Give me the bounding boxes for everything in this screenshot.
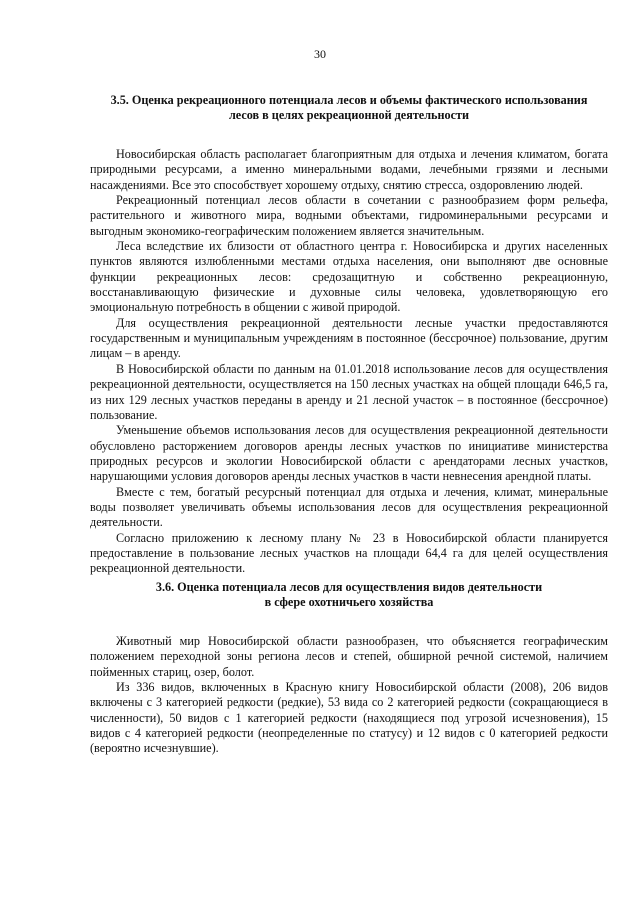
paragraph: Животный мир Новосибирской области разнообразен, что объясняется географическим положением переходной зоны региона лесов и степей, обширной речной системой, наличием пойменных стариц, озер, болот. (90, 634, 608, 679)
paragraph: Согласно приложению к лесному плану № 23 в Новосибирской области планируется предоставление в пользование лесных участков на площади 64,4 га для целей осуществления рекреационной деятельности. (90, 530, 608, 576)
paragraph: Из 336 видов, включенных в Красную книгу Новосибирской области (2008), 206 видов включены с 3 категорией редкости (редкие), 53 вида со 2 категорией редкости (сокращающиеся в численности), 50 видов с 1 категорией редкости (находящиеся под угрозой исчезновения), 15 видов с 4 категорией редкости (неопределенные по статусу) и 12 видов с 0 категорией редкости (вероятно исчезнувшие). (90, 680, 608, 756)
paragraph: Вместе с тем, богатый ресурсный потенциал для отдыха и лечения, климат, минеральные воды позволяет увеличивать объемы использования лесов для осуществления рекреационной деятельности. (90, 484, 608, 530)
heading-line: лесов в целях рекреационной деятельности (228, 108, 470, 122)
section-recreation (90, 93, 608, 577)
paragraph: Рекреационный потенциал лесов области в сочетании с разнообразием форм рельефа, растительного и животного мира, водными объектами, гидроминеральными ресурсами и выгодным экономико-географическим положением является значительным. (90, 193, 608, 238)
page-number: 30 (314, 47, 326, 61)
heading-line: 3.6. Оценка потенциала лесов для осуществления видов деятельности (155, 580, 543, 594)
paragraph: Леса вследствие их близости от областного центра г. Новосибирска и других населенных пунктов являются излюбленными местами отдыха населения, они выполняют две основные функции рекреационных лесов: средозащитную и собственно рекреационную, восстанавливающую физические и духовные силы человека, удовлетворяющую его эмоциональную потребность в общении с живой природой. (90, 239, 608, 315)
paragraph: Для осуществления рекреационной деятельности лесные участки предоставляются государственным и муниципальным учреждениям в постоянное (бессрочное) пользование, другим лицам – в аренду. (90, 315, 608, 361)
section-heading-hunting (90, 580, 608, 610)
heading-line: 3.5. Оценка рекреационного потенциала лесов и объемы фактического использования (110, 93, 588, 107)
paragraph: В Новосибирской области по данным на 01.01.2018 использование лесов для осуществления рекреационной деятельности, осуществляется на 150 лесных участках на общей площади 646,5 га, из них 129 лесных участков переданы в аренду и 21 лесной участок – в постоянное (бессрочное) пользование. (90, 361, 608, 422)
paragraph: Новосибирская область располагает благоприятным для отдыха и лечения климатом, богата природными ресурсами, а именно минеральными водами, лечебными грязями и лесными насаждениями. Все это способствует хорошему отдыху, снятию стресса, оздоровлению людей. (90, 147, 608, 192)
section-heading-recreation (90, 93, 608, 123)
section-hunting (90, 580, 608, 757)
paragraph: Уменьшение объемов использования лесов для осуществления рекреационной деятельности обусловлено расторжением договоров аренды лесных участков по инициативе министерства природных ресурсов и экологии Новосибирской области с арендаторами лесных участков, нарушающими условия договоров аренды лесных участков в части невнесения арендной платы. (90, 423, 608, 484)
heading-line: в сфере охотничьего хозяйства (264, 595, 434, 609)
